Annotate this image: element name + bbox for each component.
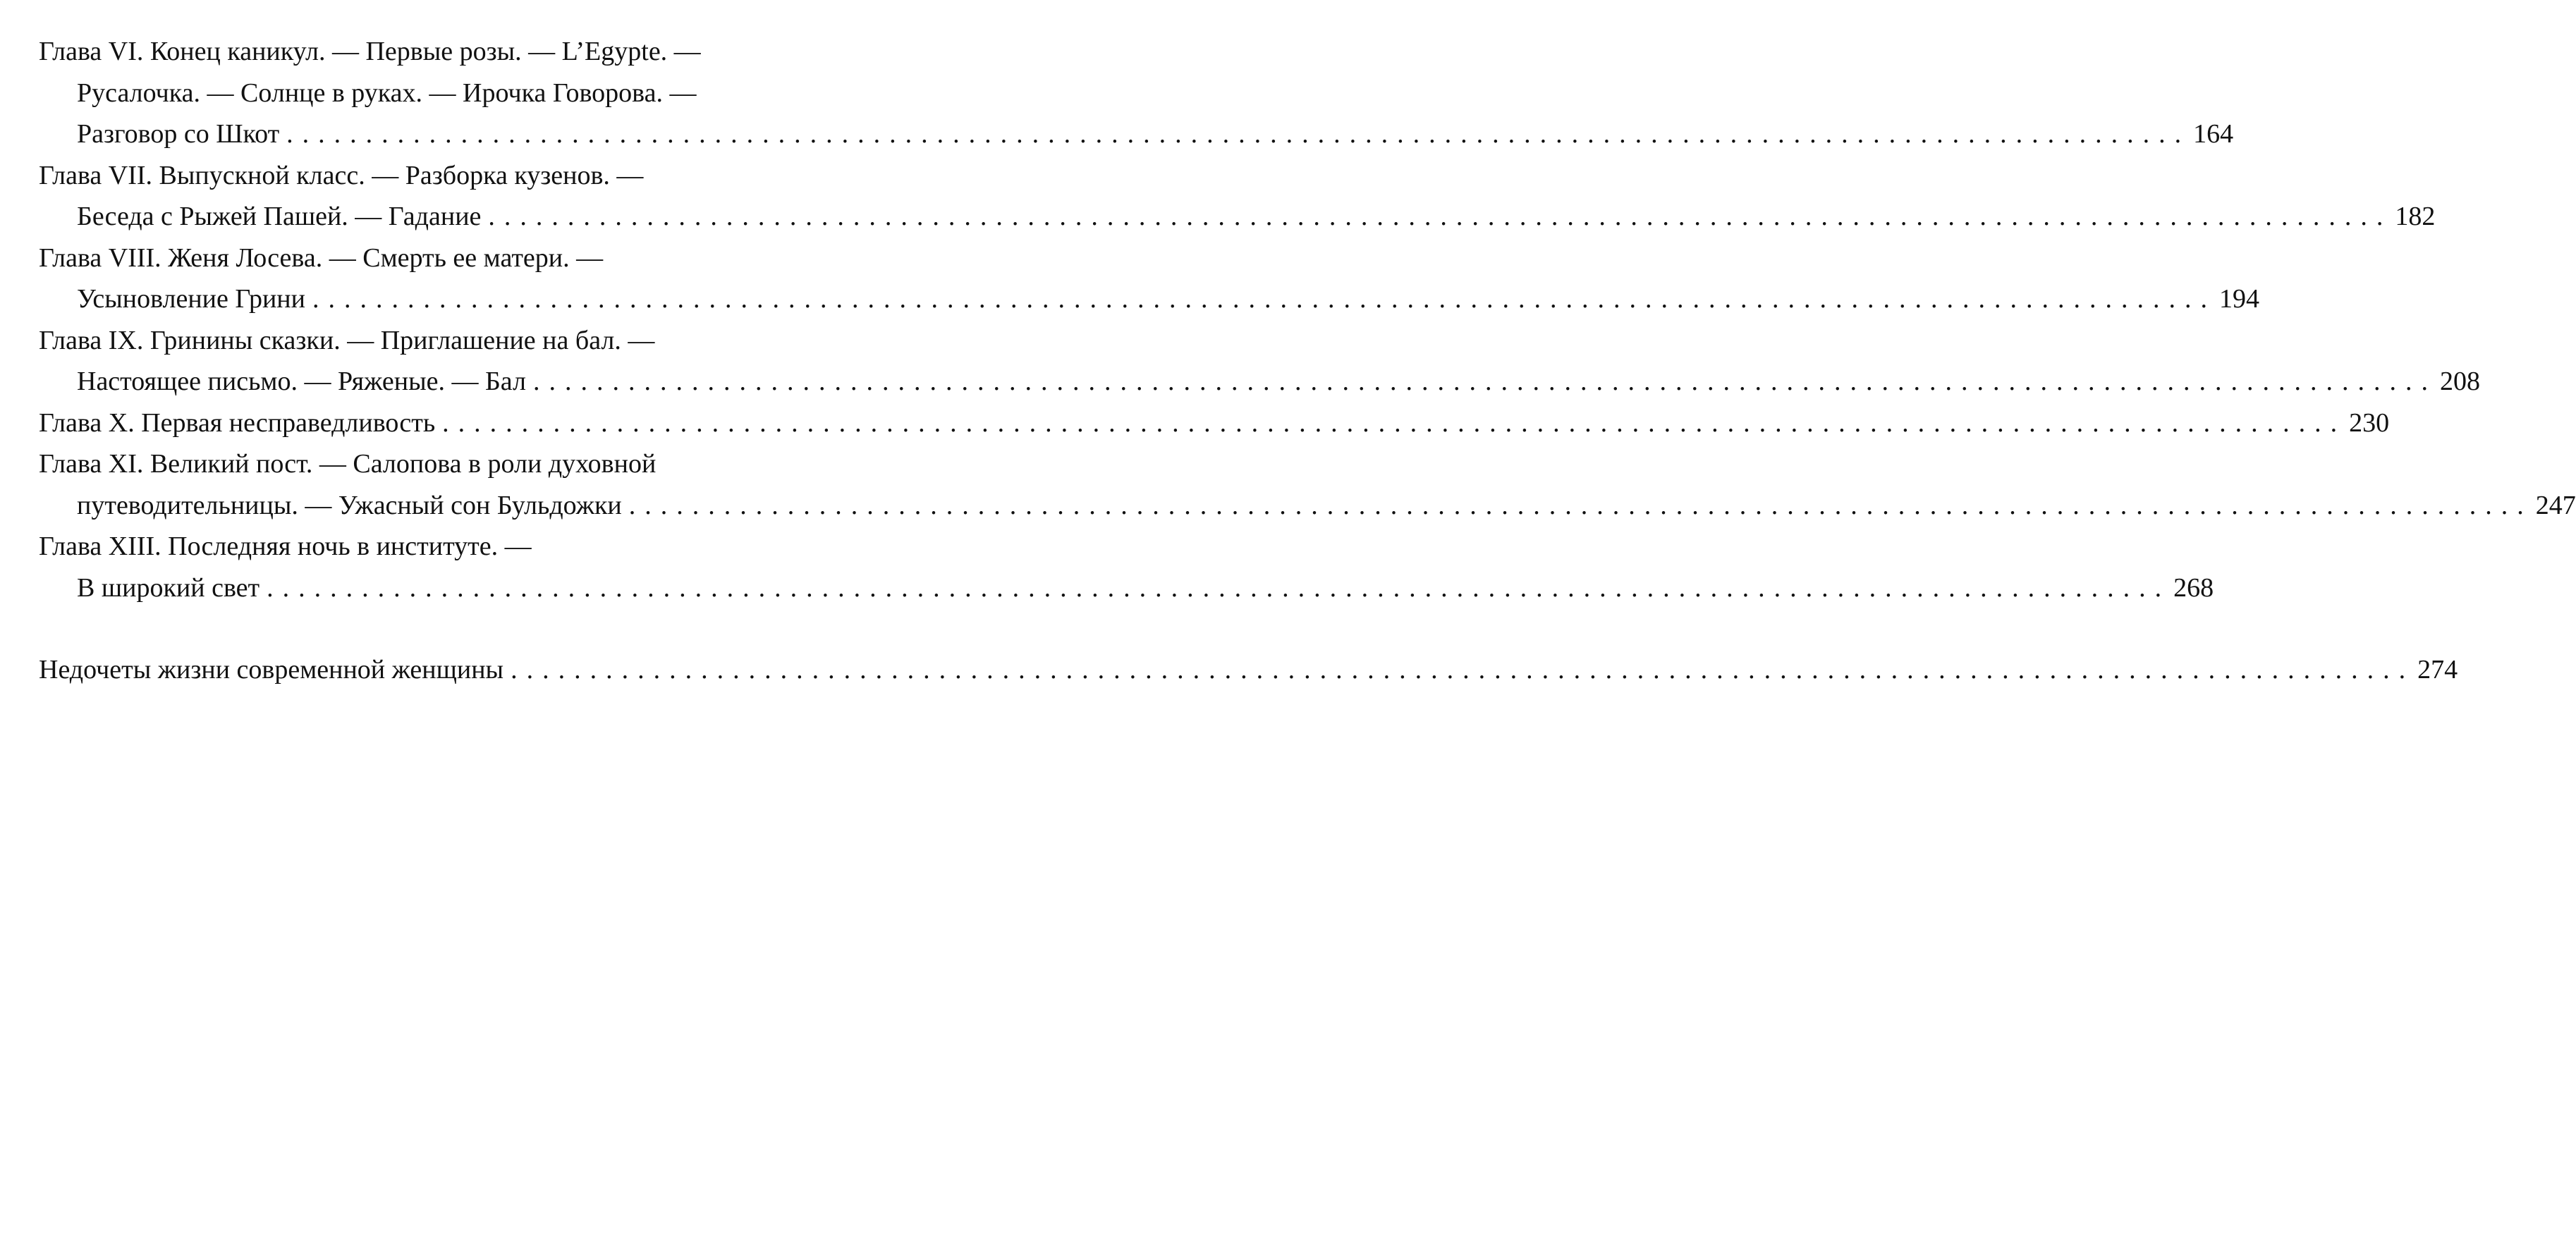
toc-line-last: [39, 485, 2576, 527]
toc-line-last: [39, 567, 2214, 609]
toc-entry-title: Беседа с Рыжей Пашей. — Гадание: [77, 202, 482, 231]
dot-leader: ........................................................................................................................: [628, 490, 2533, 520]
toc-entry-chapter-9: [39, 320, 2480, 403]
toc-line-last: [39, 403, 2390, 444]
toc-line: Русалочка. — Солнце в руках. — Ирочка Говорова. —: [77, 78, 697, 108]
toc-line: Глава XIII. Последняя ночь в институте. —: [39, 532, 532, 561]
toc-line-last: [39, 649, 2458, 691]
page-number: 208: [2439, 367, 2480, 396]
table-of-contents: [39, 31, 2576, 691]
toc-entry-title: В широкий свет: [77, 572, 260, 603]
toc-entry-chapter-7: [39, 155, 2436, 238]
toc-line: Глава VIII. Женя Лосева. — Смерть ее матери. —: [39, 243, 604, 273]
page-number: 164: [2193, 119, 2234, 149]
toc-line: Глава XI. Великий пост. — Салопова в роли духовной: [39, 449, 657, 479]
toc-entry-title: Глава X. Первая несправедливость: [39, 407, 436, 438]
toc-entry-title: Разговор со Шкот: [77, 119, 280, 149]
dot-leader: ........................................................................................................................: [511, 655, 2415, 685]
page-number: 182: [2395, 202, 2436, 231]
toc-line: Глава VI. Конец каникул. — Первые розы. — L’Egypte. —: [39, 37, 701, 66]
section-gap: [39, 608, 793, 649]
toc-line-last: [39, 113, 2234, 155]
dot-leader: ........................................................................................................................: [286, 119, 2191, 149]
toc-entry-chapter-13: [39, 526, 2214, 608]
page-number: 230: [2349, 407, 2390, 438]
toc-line-last: [39, 196, 2436, 238]
dot-leader: ........................................................................................................................: [312, 284, 2216, 314]
dot-leader: ........................................................................................................................: [442, 407, 2347, 438]
toc-entry-title: Недочеты жизни современной женщины: [39, 655, 504, 685]
page-number: 268: [2173, 572, 2214, 603]
toc-entry-chapter-6: [39, 31, 2234, 155]
toc-entry-chapter-10: [39, 403, 2390, 444]
toc-entry-title: путеводительницы. — Ужасный сон Бульдожки: [77, 490, 622, 520]
dot-leader: ........................................................................................................................: [267, 572, 2171, 603]
dot-leader: ........................................................................................................................: [532, 367, 2437, 396]
toc-line-last: [39, 361, 2480, 403]
toc-line: Глава VII. Выпускной класс. — Разборка кузенов. —: [39, 160, 644, 190]
toc-line-last: [39, 278, 2259, 320]
toc-line: Глава IX. Гринины сказки. — Приглашение на бал. —: [39, 325, 655, 355]
page-number: 247: [2535, 490, 2576, 520]
page-number: 274: [2417, 655, 2458, 685]
dot-leader: ........................................................................................................................: [488, 202, 2393, 231]
toc-entry-title: Настоящее письмо. — Ряженые. — Бал: [77, 367, 526, 396]
toc-entry-title: Усыновление Грини: [77, 284, 305, 314]
page-number: 194: [2218, 284, 2259, 314]
toc-entry-chapter-8: [39, 238, 2259, 320]
toc-entry-chapter-11: [39, 443, 2576, 526]
toc-entry-essay: [39, 649, 2458, 691]
